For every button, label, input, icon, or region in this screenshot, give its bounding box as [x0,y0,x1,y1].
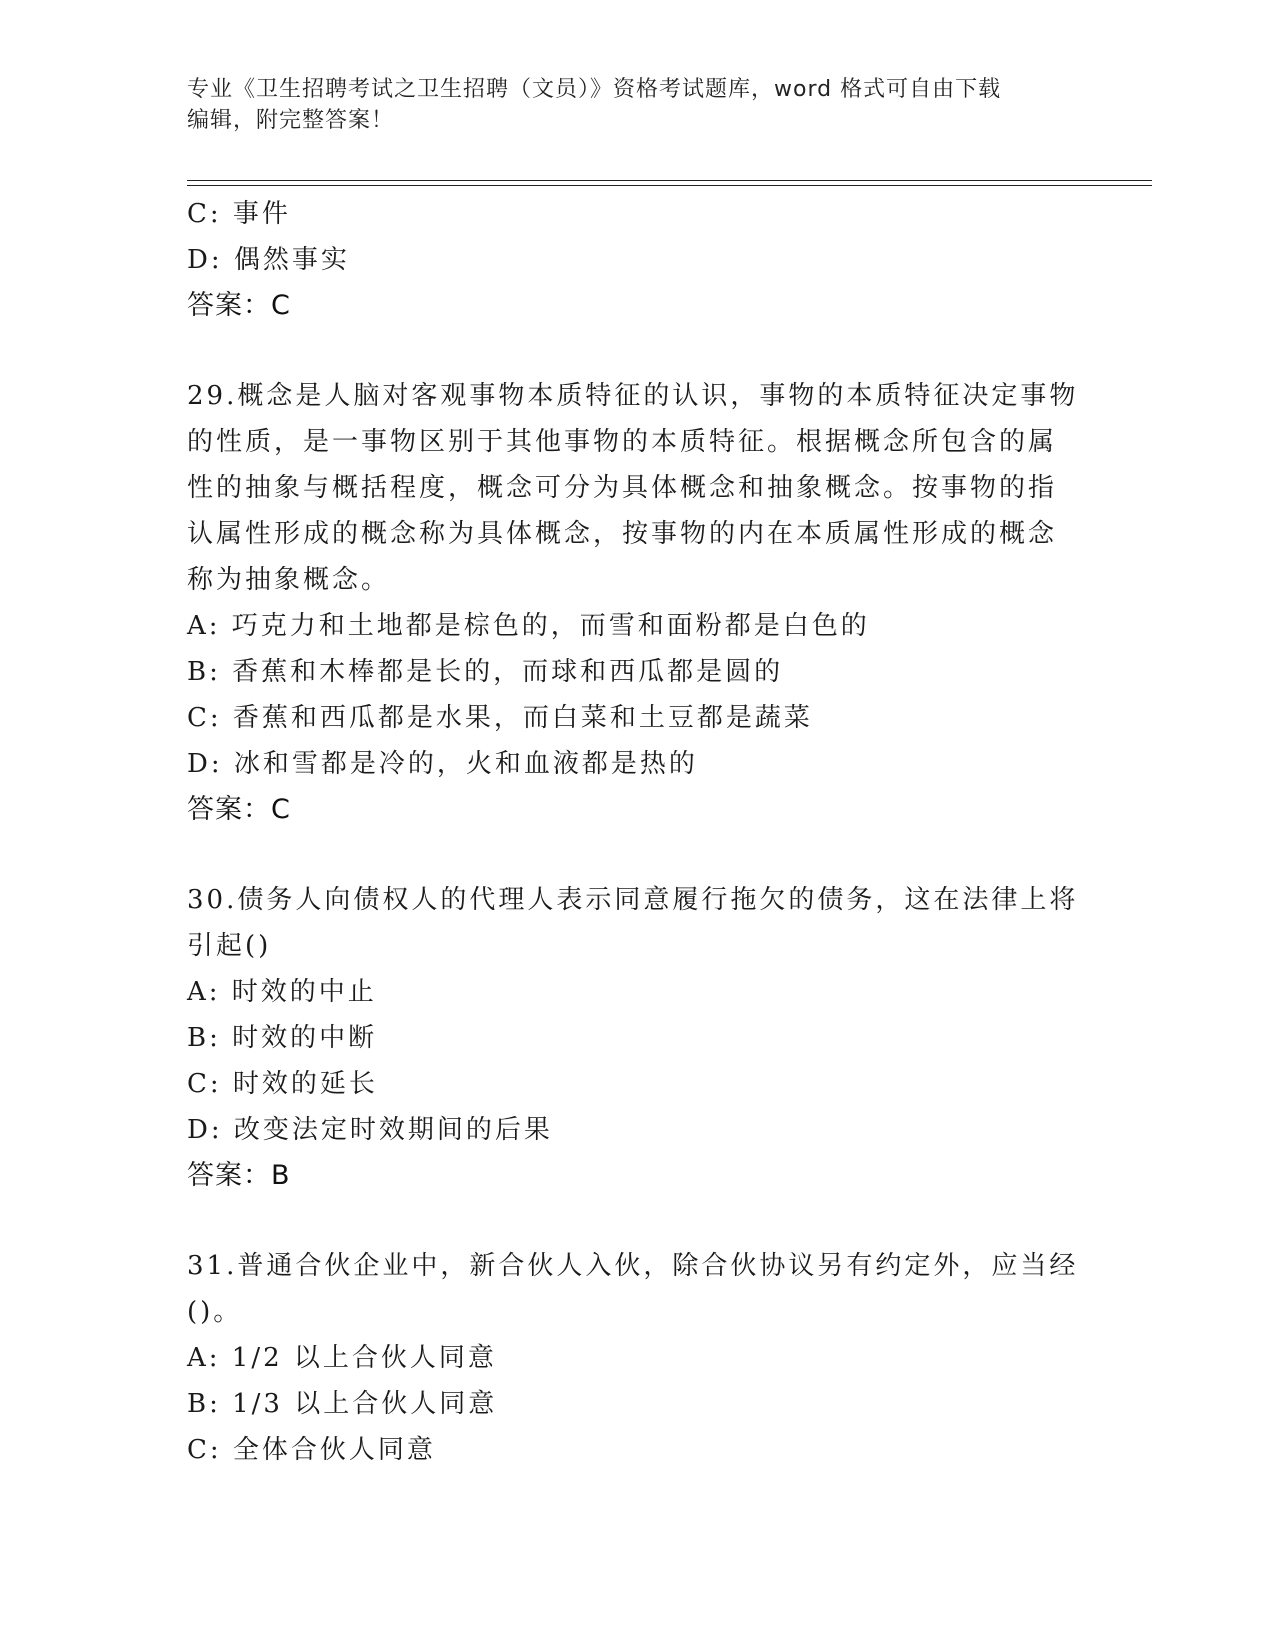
spacer [187,1199,1087,1243]
q31-option-b: B: 1/3 以上合伙人同意 [187,1389,498,1419]
q29-option-c: C: 香蕉和西瓜都是水果，而白菜和土豆都是蔬菜 [187,703,813,733]
spacer [187,833,1087,877]
page-header [187,74,1087,136]
q30-option-a: A: 时效的中止 [187,977,377,1007]
header-rule-top [187,180,1152,181]
q29-option-a: A: 巧克力和土地都是棕色的，而雪和面粉都是白色的 [187,611,870,641]
q30-stem-line-1: 30.债务人向债权人的代理人表示同意履行拖欠的债务，这在法律上将 [187,885,1079,915]
q31-option-a: A: 1/2 以上合伙人同意 [187,1343,497,1373]
q30-option-b: B: 时效的中断 [187,1023,378,1053]
q29-option-b: B: 香蕉和木棒都是长的，而球和西瓜都是圆的 [187,657,784,687]
q30-stem-line-2: 引起() [187,931,272,961]
q29-stem-line-4: 认属性形成的概念称为具体概念，按事物的内在本质属性形成的概念 [187,519,1058,549]
q29-option-d: D: 冰和雪都是冷的，火和血液都是热的 [187,749,698,779]
q30-option-c: C: 时效的延长 [187,1069,378,1099]
prev-option-d: D: 偶然事实 [187,245,350,275]
q29-stem-line-5: 称为抽象概念。 [187,565,391,595]
spacer [187,329,1087,373]
question-30 [187,877,1087,1199]
question-29 [187,373,1087,833]
prev-option-c: C: 事件 [187,199,291,229]
q29-stem-line-2: 的性质，是一事物区别于其他事物的本质特征。根据概念所包含的属 [187,427,1058,457]
q31-stem-line-1: 31.普通合伙企业中，新合伙人入伙，除合伙协议另有约定外，应当经 [187,1251,1079,1281]
question-31 [187,1243,1087,1473]
q31-stem-line-2: ()。 [187,1297,243,1327]
q29-stem-line-3: 性的抽象与概括程度，概念可分为具体概念和抽象概念。按事物的指 [187,473,1058,503]
header-line-1: 专业《卫生招聘考试之卫生招聘（文员）》资格考试题库，word 格式可自由下载 [187,77,1002,102]
question-content [187,191,1087,1473]
q30-option-d: D: 改变法定时效期间的后果 [187,1115,553,1145]
header-line-2: 编辑，附完整答案！ [187,108,395,133]
q29-answer: 答案：C [187,794,291,825]
q29-stem-line-1: 29.概念是人脑对客观事物本质特征的认识，事物的本质特征决定事物 [187,381,1079,411]
header-rule-bottom [187,185,1152,186]
q31-option-c: C: 全体合伙人同意 [187,1435,436,1465]
prev-answer: 答案：C [187,290,291,321]
q30-answer: 答案：B [187,1160,291,1191]
